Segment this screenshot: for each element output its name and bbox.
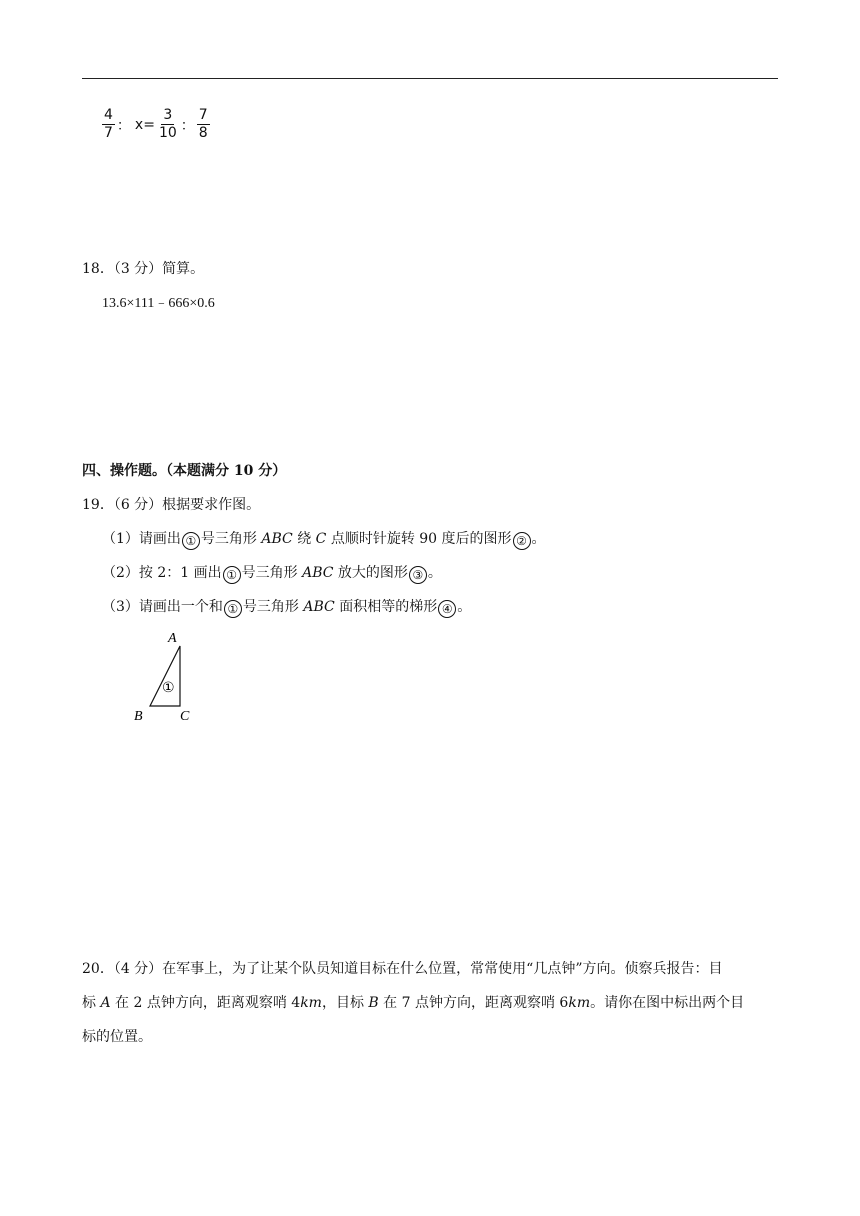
fraction-numerator: 4 — [104, 107, 113, 123]
question-19-item-2 — [102, 562, 442, 584]
label-shape-1: ① — [162, 680, 175, 696]
item-text: （1）请画出 — [102, 531, 181, 547]
section-4-title: 四、操作题。（本题满分 10 分） — [82, 463, 287, 479]
question-20-line-3: 标的位置。 — [82, 1029, 152, 1045]
line-text: 在 2 点钟方向，距离观察哨 4 — [110, 995, 301, 1011]
circled-number-4: ④ — [438, 600, 456, 618]
line-text: ，目标 — [321, 995, 369, 1011]
triangle-name: ABC — [261, 531, 293, 547]
item-text: 。 — [457, 599, 472, 615]
item-text: 号三角形 — [241, 565, 303, 581]
triangle-name: ABC — [302, 565, 334, 581]
item-text: 。 — [531, 531, 546, 547]
fraction-4-7 — [102, 108, 115, 141]
circled-number-1: ① — [182, 532, 200, 550]
item-text: 面积相等的梯形 — [334, 599, 438, 615]
point-c: C — [315, 531, 327, 547]
question-19-header: 19．（6 分）根据要求作图。 — [82, 497, 261, 513]
question-18-header: 18．（3 分）简算。 — [82, 261, 205, 277]
triangle-name: ABC — [303, 599, 335, 615]
variable-x: x= — [134, 116, 155, 133]
fraction-denominator: 8 — [198, 125, 208, 141]
question-19-item-1 — [102, 528, 546, 550]
target-a: A — [100, 995, 111, 1011]
fraction-denominator: 7 — [104, 125, 113, 141]
unit-km: km — [300, 995, 322, 1011]
item-text: 点顺时针旋转 90 度后的图形 — [326, 531, 512, 547]
fraction-denominator: 10 — [158, 125, 177, 141]
item-text: 放大的图形 — [333, 565, 408, 581]
fraction-3-10 — [157, 108, 179, 141]
item-text: （2）按 2：1 画出 — [102, 565, 222, 581]
fraction-numerator: 3 — [163, 107, 173, 123]
header-rule — [82, 78, 778, 79]
triangle-abc — [150, 646, 180, 706]
item-text: 号三角形 — [200, 531, 262, 547]
unit-km: km — [568, 995, 591, 1011]
circled-number-1: ① — [224, 600, 242, 618]
fraction-7-8 — [197, 108, 210, 141]
circled-number-3: ③ — [409, 566, 427, 584]
item-text: 绕 — [292, 531, 316, 547]
question-20-line-1: 20．（4 分）在军事上，为了让某个队员知道目标在什么位置，常常使用“几点钟”方向。侦察兵报告：目 — [82, 961, 723, 977]
item-text: 。 — [427, 565, 442, 581]
item-text: 号三角形 — [242, 599, 304, 615]
circled-number-2: ② — [513, 532, 531, 550]
question-18-expression: 13.6×111﹣666×0.6 — [102, 296, 215, 311]
triangle-abc-figure — [128, 626, 208, 726]
ratio-colon: ： — [180, 117, 195, 134]
fraction-numerator: 7 — [198, 107, 208, 123]
question-19-item-3 — [102, 596, 471, 618]
ratio-colon: ： — [116, 117, 131, 134]
question-20-line-2 — [82, 992, 744, 1012]
line-text: 标 — [82, 995, 101, 1011]
proportion-equation — [102, 108, 210, 141]
item-text: （3）请画出一个和 — [102, 599, 223, 615]
line-text: 在 7 点钟方向，距离观察哨 6 — [378, 995, 569, 1011]
line-text: 。请你在图中标出两个目 — [590, 995, 745, 1011]
label-a: A — [168, 631, 177, 646]
label-b: B — [134, 709, 143, 724]
circled-number-1: ① — [223, 566, 241, 584]
target-b: B — [368, 995, 379, 1011]
label-c: C — [180, 709, 190, 724]
